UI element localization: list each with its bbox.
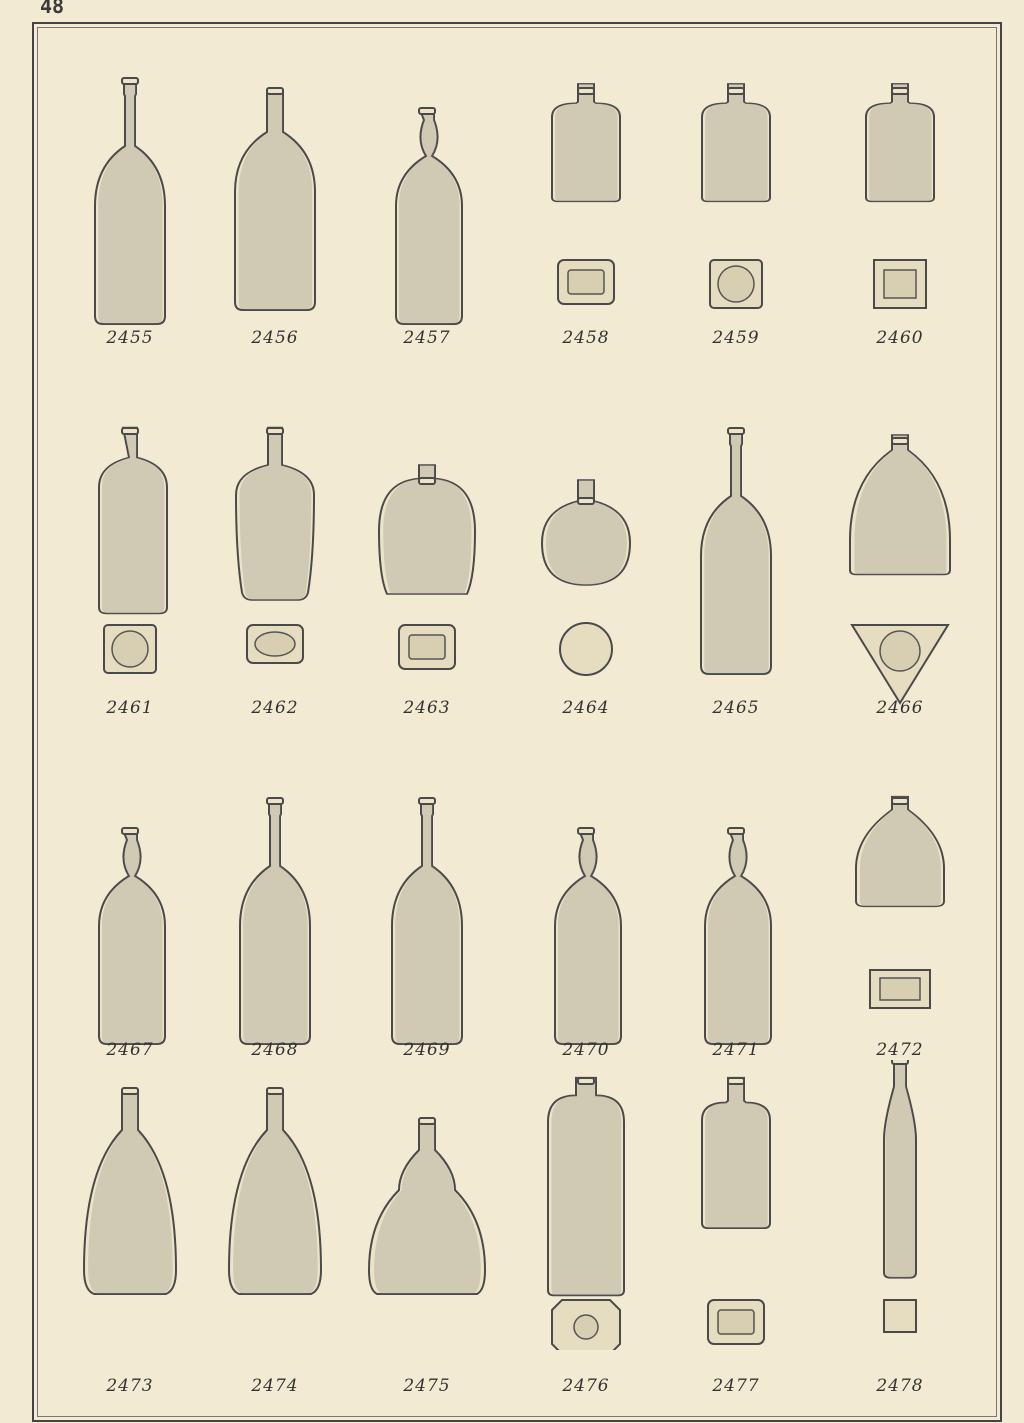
bottle-illustration (830, 70, 970, 360)
bottle-item (60, 70, 200, 400)
bottle-illustration (205, 790, 345, 1080)
bottle-illustration (666, 790, 806, 1080)
bottle-illustration (357, 790, 497, 1080)
bottle-number: 2456 (251, 328, 299, 348)
bottle-number: 2459 (712, 328, 760, 348)
bottle-item (60, 420, 200, 750)
bottle-illustration (357, 420, 497, 710)
bottle-item (60, 1060, 200, 1396)
bottle-item (357, 70, 497, 400)
bottle-illustration (830, 1060, 970, 1350)
bottle-number: 2462 (251, 698, 299, 718)
bottle-illustration (60, 70, 200, 360)
bottle-number: 2467 (106, 1040, 154, 1060)
bottle-number: 2475 (403, 1376, 451, 1396)
bottle-number: 2468 (251, 1040, 299, 1060)
bottle-illustration (516, 1060, 656, 1350)
bottle-number: 2473 (106, 1376, 154, 1396)
bottle-illustration (516, 420, 656, 710)
bottle-item (516, 70, 656, 400)
bottle-illustration (666, 420, 806, 710)
bottle-item (830, 1060, 970, 1396)
bottle-illustration (666, 70, 806, 360)
bottle-illustration (516, 790, 656, 1080)
bottle-number: 2476 (562, 1376, 610, 1396)
bottle-item (205, 1060, 345, 1396)
bottle-illustration (205, 1060, 345, 1350)
bottle-illustration (60, 420, 200, 710)
bottle-illustration (357, 1060, 497, 1350)
bottle-item (516, 420, 656, 750)
page-number: 48 (40, 0, 65, 18)
bottle-number: 2463 (403, 698, 451, 718)
bottle-number: 2460 (876, 328, 924, 348)
bottle-item (357, 420, 497, 750)
bottle-item (205, 420, 345, 750)
bottle-illustration (830, 420, 970, 710)
bottle-illustration (516, 70, 656, 360)
bottle-number: 2465 (712, 698, 760, 718)
bottle-number: 2461 (106, 698, 154, 718)
bottle-number: 2477 (712, 1376, 760, 1396)
bottle-item (830, 70, 970, 400)
bottle-illustration (205, 70, 345, 360)
bottle-item (666, 1060, 806, 1396)
bottle-illustration (666, 1060, 806, 1350)
bottle-number: 2455 (106, 328, 154, 348)
bottle-illustration (357, 70, 497, 360)
bottle-illustration (830, 790, 970, 1080)
bottle-item (205, 70, 345, 400)
bottle-number: 2474 (251, 1376, 299, 1396)
bottle-number: 2478 (876, 1376, 924, 1396)
bottle-number: 2457 (403, 328, 451, 348)
bottle-number: 2470 (562, 1040, 610, 1060)
bottle-item (516, 1060, 656, 1396)
bottle-number: 2464 (562, 698, 610, 718)
bottle-illustration (60, 1060, 200, 1350)
bottle-illustration (205, 420, 345, 710)
bottle-number: 2472 (876, 1040, 924, 1060)
bottle-item (666, 70, 806, 400)
bottle-item (666, 420, 806, 750)
bottle-number: 2471 (712, 1040, 760, 1060)
bottle-item (357, 1060, 497, 1396)
bottle-number: 2469 (403, 1040, 451, 1060)
bottle-item (830, 420, 970, 750)
bottle-number: 2466 (876, 698, 924, 718)
bottle-illustration (60, 790, 200, 1080)
bottle-number: 2458 (562, 328, 610, 348)
